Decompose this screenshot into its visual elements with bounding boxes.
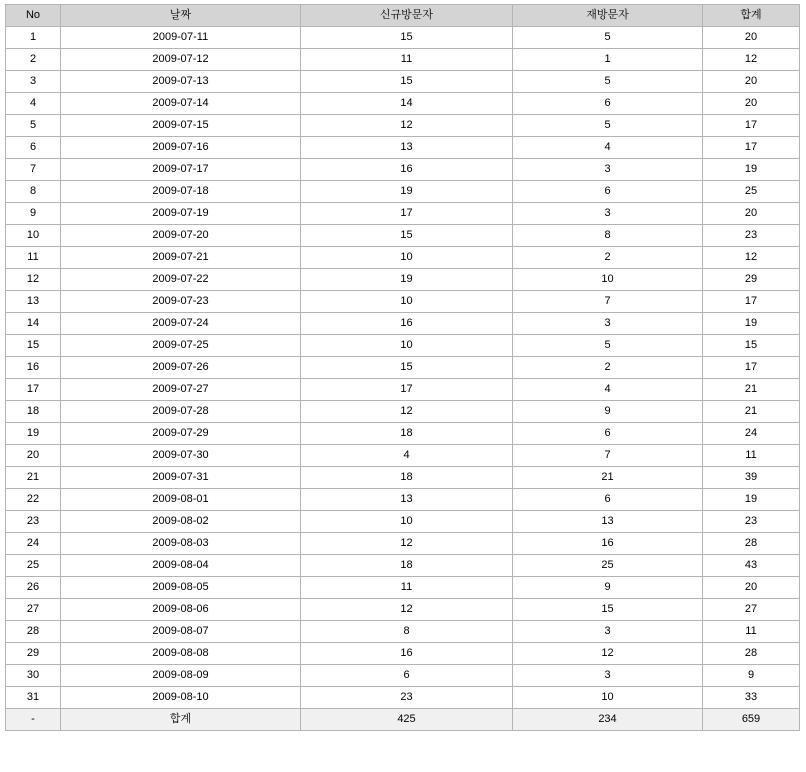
table-row bbox=[6, 93, 800, 115]
cell-date: 2009-08-06 bbox=[61, 599, 301, 621]
cell-new-visitors: 10 bbox=[301, 335, 513, 357]
table-row bbox=[6, 313, 800, 335]
cell-date: 2009-08-02 bbox=[61, 511, 301, 533]
table-row bbox=[6, 665, 800, 687]
cell-new-visitors: 14 bbox=[301, 93, 513, 115]
cell-returning-visitors: 10 bbox=[513, 687, 703, 709]
cell-returning-visitors: 5 bbox=[513, 335, 703, 357]
cell-total: 12 bbox=[703, 49, 800, 71]
cell-no: 31 bbox=[6, 687, 61, 709]
cell-no: 1 bbox=[6, 27, 61, 49]
table-row bbox=[6, 335, 800, 357]
cell-total: 17 bbox=[703, 291, 800, 313]
table-row bbox=[6, 489, 800, 511]
cell-total: 19 bbox=[703, 489, 800, 511]
cell-new-visitors: 19 bbox=[301, 269, 513, 291]
cell-returning-visitors: 5 bbox=[513, 71, 703, 93]
cell-returning-visitors: 21 bbox=[513, 467, 703, 489]
cell-no: 4 bbox=[6, 93, 61, 115]
table-row bbox=[6, 533, 800, 555]
cell-new-visitors: 6 bbox=[301, 665, 513, 687]
table-row bbox=[6, 115, 800, 137]
cell-returning-visitors: 6 bbox=[513, 489, 703, 511]
cell-no: 14 bbox=[6, 313, 61, 335]
cell-new-visitors: 15 bbox=[301, 27, 513, 49]
cell-total: 11 bbox=[703, 621, 800, 643]
cell-date: 2009-07-27 bbox=[61, 379, 301, 401]
cell-no: 6 bbox=[6, 137, 61, 159]
cell-new-visitors: 18 bbox=[301, 423, 513, 445]
cell-total: 20 bbox=[703, 577, 800, 599]
cell-no: 2 bbox=[6, 49, 61, 71]
cell-new-visitors: 10 bbox=[301, 247, 513, 269]
cell-date: 2009-07-15 bbox=[61, 115, 301, 137]
cell-new-visitors: 15 bbox=[301, 357, 513, 379]
cell-returning-visitors: 2 bbox=[513, 247, 703, 269]
cell-no: 8 bbox=[6, 181, 61, 203]
cell-date: 2009-07-20 bbox=[61, 225, 301, 247]
cell-no: 29 bbox=[6, 643, 61, 665]
total-cell-new-visitors: 425 bbox=[301, 709, 513, 731]
cell-no: 21 bbox=[6, 467, 61, 489]
cell-new-visitors: 18 bbox=[301, 467, 513, 489]
cell-new-visitors: 15 bbox=[301, 71, 513, 93]
total-cell-returning-visitors: 234 bbox=[513, 709, 703, 731]
cell-returning-visitors: 15 bbox=[513, 599, 703, 621]
cell-no: 7 bbox=[6, 159, 61, 181]
table-row bbox=[6, 467, 800, 489]
table-row bbox=[6, 269, 800, 291]
table-body bbox=[6, 27, 800, 731]
cell-date: 2009-07-18 bbox=[61, 181, 301, 203]
cell-no: 10 bbox=[6, 225, 61, 247]
cell-no: 9 bbox=[6, 203, 61, 225]
cell-returning-visitors: 3 bbox=[513, 159, 703, 181]
cell-returning-visitors: 6 bbox=[513, 423, 703, 445]
cell-total: 39 bbox=[703, 467, 800, 489]
total-cell-total: 659 bbox=[703, 709, 800, 731]
cell-new-visitors: 16 bbox=[301, 643, 513, 665]
cell-total: 23 bbox=[703, 225, 800, 247]
cell-date: 2009-07-21 bbox=[61, 247, 301, 269]
cell-new-visitors: 10 bbox=[301, 511, 513, 533]
cell-no: 3 bbox=[6, 71, 61, 93]
cell-no: 19 bbox=[6, 423, 61, 445]
table-row bbox=[6, 291, 800, 313]
cell-total: 17 bbox=[703, 137, 800, 159]
cell-new-visitors: 13 bbox=[301, 489, 513, 511]
cell-no: 20 bbox=[6, 445, 61, 467]
cell-total: 25 bbox=[703, 181, 800, 203]
cell-new-visitors: 4 bbox=[301, 445, 513, 467]
cell-returning-visitors: 8 bbox=[513, 225, 703, 247]
cell-total: 19 bbox=[703, 313, 800, 335]
cell-returning-visitors: 7 bbox=[513, 445, 703, 467]
cell-date: 2009-07-23 bbox=[61, 291, 301, 313]
cell-new-visitors: 17 bbox=[301, 203, 513, 225]
cell-total: 11 bbox=[703, 445, 800, 467]
table-row bbox=[6, 379, 800, 401]
cell-total: 20 bbox=[703, 27, 800, 49]
cell-no: 18 bbox=[6, 401, 61, 423]
cell-date: 2009-07-31 bbox=[61, 467, 301, 489]
cell-new-visitors: 12 bbox=[301, 533, 513, 555]
cell-total: 17 bbox=[703, 115, 800, 137]
cell-no: 30 bbox=[6, 665, 61, 687]
cell-date: 2009-08-07 bbox=[61, 621, 301, 643]
cell-date: 2009-08-01 bbox=[61, 489, 301, 511]
column-header-no: No bbox=[6, 5, 61, 27]
cell-new-visitors: 11 bbox=[301, 49, 513, 71]
cell-new-visitors: 18 bbox=[301, 555, 513, 577]
table-row bbox=[6, 445, 800, 467]
table-row bbox=[6, 599, 800, 621]
cell-new-visitors: 10 bbox=[301, 291, 513, 313]
cell-new-visitors: 11 bbox=[301, 577, 513, 599]
cell-new-visitors: 8 bbox=[301, 621, 513, 643]
table-row bbox=[6, 621, 800, 643]
cell-no: 13 bbox=[6, 291, 61, 313]
cell-returning-visitors: 3 bbox=[513, 203, 703, 225]
cell-date: 2009-08-03 bbox=[61, 533, 301, 555]
cell-returning-visitors: 3 bbox=[513, 313, 703, 335]
column-header-returning-visitors: 재방문자 bbox=[513, 5, 703, 27]
table-header bbox=[6, 5, 800, 27]
cell-new-visitors: 13 bbox=[301, 137, 513, 159]
cell-returning-visitors: 25 bbox=[513, 555, 703, 577]
table-row bbox=[6, 159, 800, 181]
cell-no: 23 bbox=[6, 511, 61, 533]
total-cell-date: 합계 bbox=[61, 709, 301, 731]
cell-date: 2009-07-28 bbox=[61, 401, 301, 423]
cell-no: 24 bbox=[6, 533, 61, 555]
cell-no: 22 bbox=[6, 489, 61, 511]
cell-date: 2009-07-30 bbox=[61, 445, 301, 467]
cell-no: 12 bbox=[6, 269, 61, 291]
visitor-statistics-table bbox=[5, 4, 800, 731]
cell-new-visitors: 16 bbox=[301, 159, 513, 181]
cell-no: 15 bbox=[6, 335, 61, 357]
cell-date: 2009-07-24 bbox=[61, 313, 301, 335]
cell-total: 20 bbox=[703, 203, 800, 225]
cell-new-visitors: 12 bbox=[301, 401, 513, 423]
cell-new-visitors: 16 bbox=[301, 313, 513, 335]
table-row bbox=[6, 401, 800, 423]
table-row bbox=[6, 225, 800, 247]
cell-returning-visitors: 1 bbox=[513, 49, 703, 71]
cell-new-visitors: 12 bbox=[301, 115, 513, 137]
cell-date: 2009-08-04 bbox=[61, 555, 301, 577]
cell-new-visitors: 23 bbox=[301, 687, 513, 709]
table-row bbox=[6, 49, 800, 71]
cell-total: 12 bbox=[703, 247, 800, 269]
cell-returning-visitors: 13 bbox=[513, 511, 703, 533]
cell-total: 28 bbox=[703, 643, 800, 665]
table-row bbox=[6, 71, 800, 93]
cell-returning-visitors: 12 bbox=[513, 643, 703, 665]
cell-date: 2009-08-10 bbox=[61, 687, 301, 709]
cell-total: 28 bbox=[703, 533, 800, 555]
cell-returning-visitors: 9 bbox=[513, 401, 703, 423]
cell-new-visitors: 19 bbox=[301, 181, 513, 203]
cell-date: 2009-07-14 bbox=[61, 93, 301, 115]
cell-returning-visitors: 3 bbox=[513, 621, 703, 643]
cell-date: 2009-07-29 bbox=[61, 423, 301, 445]
cell-date: 2009-07-12 bbox=[61, 49, 301, 71]
cell-total: 21 bbox=[703, 379, 800, 401]
cell-no: 27 bbox=[6, 599, 61, 621]
cell-total: 29 bbox=[703, 269, 800, 291]
cell-total: 15 bbox=[703, 335, 800, 357]
cell-no: 11 bbox=[6, 247, 61, 269]
table-row bbox=[6, 137, 800, 159]
cell-no: 16 bbox=[6, 357, 61, 379]
cell-total: 20 bbox=[703, 93, 800, 115]
table-row bbox=[6, 555, 800, 577]
cell-no: 25 bbox=[6, 555, 61, 577]
cell-date: 2009-07-26 bbox=[61, 357, 301, 379]
cell-returning-visitors: 10 bbox=[513, 269, 703, 291]
cell-returning-visitors: 4 bbox=[513, 137, 703, 159]
cell-date: 2009-08-09 bbox=[61, 665, 301, 687]
table-row bbox=[6, 357, 800, 379]
cell-total: 24 bbox=[703, 423, 800, 445]
cell-returning-visitors: 9 bbox=[513, 577, 703, 599]
table-row bbox=[6, 577, 800, 599]
cell-total: 27 bbox=[703, 599, 800, 621]
cell-total: 17 bbox=[703, 357, 800, 379]
table-header-row bbox=[6, 5, 800, 27]
table-row bbox=[6, 687, 800, 709]
cell-total: 19 bbox=[703, 159, 800, 181]
cell-returning-visitors: 5 bbox=[513, 115, 703, 137]
cell-new-visitors: 12 bbox=[301, 599, 513, 621]
table-row bbox=[6, 247, 800, 269]
cell-date: 2009-07-11 bbox=[61, 27, 301, 49]
cell-date: 2009-07-22 bbox=[61, 269, 301, 291]
cell-no: 26 bbox=[6, 577, 61, 599]
column-header-total: 합계 bbox=[703, 5, 800, 27]
cell-date: 2009-07-16 bbox=[61, 137, 301, 159]
cell-total: 9 bbox=[703, 665, 800, 687]
table-total-row bbox=[6, 709, 800, 731]
cell-total: 33 bbox=[703, 687, 800, 709]
table-row bbox=[6, 181, 800, 203]
cell-date: 2009-07-13 bbox=[61, 71, 301, 93]
cell-date: 2009-07-25 bbox=[61, 335, 301, 357]
cell-date: 2009-08-08 bbox=[61, 643, 301, 665]
cell-no: 5 bbox=[6, 115, 61, 137]
cell-new-visitors: 15 bbox=[301, 225, 513, 247]
table-row bbox=[6, 203, 800, 225]
table-row bbox=[6, 643, 800, 665]
column-header-new-visitors: 신규방문자 bbox=[301, 5, 513, 27]
cell-total: 43 bbox=[703, 555, 800, 577]
cell-total: 23 bbox=[703, 511, 800, 533]
cell-returning-visitors: 2 bbox=[513, 357, 703, 379]
cell-returning-visitors: 6 bbox=[513, 93, 703, 115]
cell-date: 2009-08-05 bbox=[61, 577, 301, 599]
cell-returning-visitors: 7 bbox=[513, 291, 703, 313]
cell-total: 20 bbox=[703, 71, 800, 93]
cell-returning-visitors: 5 bbox=[513, 27, 703, 49]
cell-new-visitors: 17 bbox=[301, 379, 513, 401]
cell-returning-visitors: 6 bbox=[513, 181, 703, 203]
cell-total: 21 bbox=[703, 401, 800, 423]
total-cell-no: - bbox=[6, 709, 61, 731]
table-row bbox=[6, 423, 800, 445]
table-row bbox=[6, 27, 800, 49]
cell-returning-visitors: 16 bbox=[513, 533, 703, 555]
cell-no: 17 bbox=[6, 379, 61, 401]
cell-returning-visitors: 4 bbox=[513, 379, 703, 401]
cell-returning-visitors: 3 bbox=[513, 665, 703, 687]
table-row bbox=[6, 511, 800, 533]
cell-date: 2009-07-19 bbox=[61, 203, 301, 225]
cell-date: 2009-07-17 bbox=[61, 159, 301, 181]
cell-no: 28 bbox=[6, 621, 61, 643]
column-header-date: 날짜 bbox=[61, 5, 301, 27]
